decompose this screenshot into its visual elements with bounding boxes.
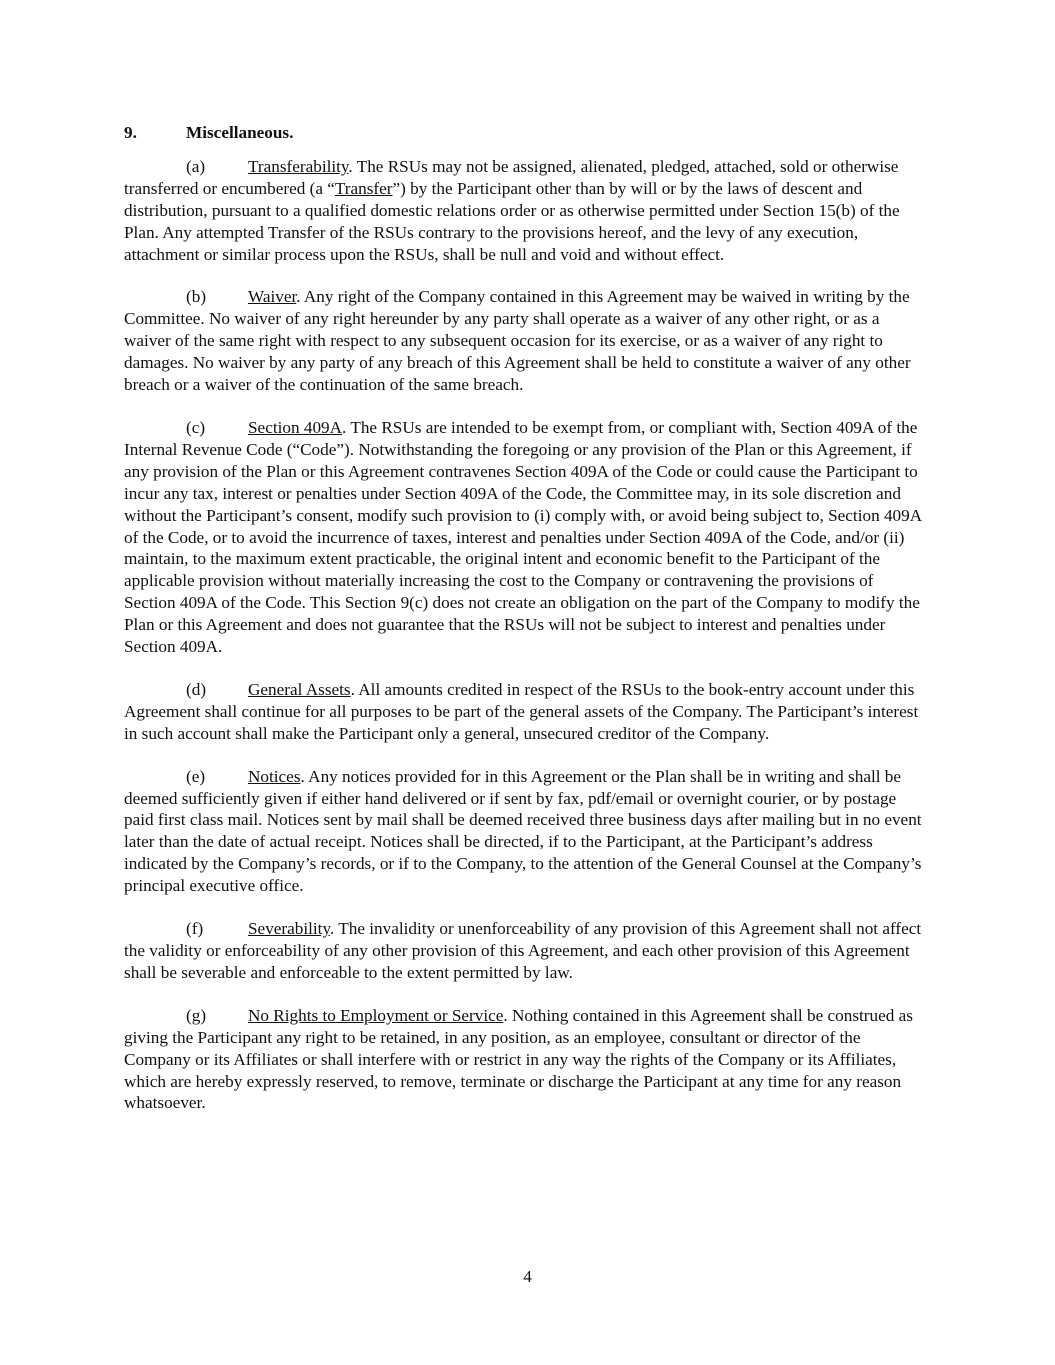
paragraph-severability [124, 918, 928, 984]
paragraph-letter: (d) [186, 679, 207, 699]
paragraph-text: ”) by the Participant other than by will or by the laws of descent and distribution, pursuant to a qualified domestic relations order or as otherwise permitted under Section 15(b) of the Plan. Any attempted Transfer of the RSUs contrary to the provisions hereof, and the levy of any execution, attachment or similar process upon the RSUs, shall be null and void and without effect. [124, 178, 900, 264]
paragraph-title: Transferability [248, 156, 349, 176]
paragraph-text: . The invalidity or unenforceability of any provision of this Agreement shall not affect the validity or enforceability of any other provision of this Agreement, and each other provision of this Agreement shall be severable and enforceable to the extent permitted by law. [124, 919, 922, 982]
page-number: 4 [523, 1267, 532, 1286]
paragraph-letter: (g) [186, 1005, 207, 1025]
section-number: 9. [124, 123, 137, 142]
defined-term: Transfer [334, 178, 393, 198]
paragraph-title: No Rights to Employment or Service [248, 1005, 504, 1025]
paragraph-text: . Nothing contained in this Agreement shall be construed as giving the Participant any right to be retained, in any position, as an employee, consultant or director of the Company or its Affiliates or shall interfere with or restrict in any way the rights of the Company or its Affiliates, which are hereby expressly reserved, to remove, terminate or discharge the Participant at any time for any reason whatsoever. [124, 1005, 913, 1113]
paragraph-text: . Any notices provided for in this Agreement or the Plan shall be in writing and shall be deemed sufficiently given if either hand delivered or if sent by fax, pdf/email or overnight courier, or by postage paid first class mail. Notices sent by mail shall be deemed received three business days after mailing but in no event later than the date of actual receipt. Notices shall be directed, if to the Participant, at the Participant’s address indicated by the Company’s records, or if to the Company, to the attention of the General Counsel at the Company’s principal executive office. [124, 766, 922, 896]
section-heading [124, 122, 928, 144]
document-page [124, 122, 928, 1135]
paragraph-letter: (e) [186, 766, 206, 786]
paragraph-title: General Assets [248, 679, 351, 699]
paragraph-letter: (c) [186, 417, 206, 437]
paragraph-text: . All amounts credited in respect of the RSUs to the book-entry account under this Agreement shall continue for all purposes to be part of the general assets of the Company. The Participant’s interest in such account shall make the Participant only a general, unsecured creditor of the Company. [124, 679, 919, 743]
paragraph-title: Section 409A [248, 417, 343, 437]
paragraph-letter: (f) [186, 919, 204, 939]
paragraph-transferability [124, 156, 928, 266]
paragraph-waiver [124, 286, 928, 396]
section-title: Miscellaneous. [186, 123, 294, 142]
paragraph-notices [124, 766, 928, 897]
paragraph-text: . Any right of the Company contained in this Agreement may be waived in writing by the Committee. No waiver of any right hereunder by any party shall operate as a waiver of any other right, or as a waiver of the same right with respect to any subsequent occasion for its exercise, or as a waiver of any right to damages. No waiver by any party of any breach of this Agreement shall be held to constitute a waiver of any other breach or a waiver of the continuation of the same breach. [124, 287, 911, 395]
paragraph-no-rights-to-employment [124, 1005, 928, 1115]
paragraph-letter: (a) [186, 156, 206, 176]
paragraph-title: Waiver [248, 287, 297, 307]
paragraph-general-assets [124, 679, 928, 745]
paragraph-letter: (b) [186, 287, 207, 307]
paragraph-text: . The RSUs may not be assigned, alienated, pledged, attached, sold or otherwise transferred or encumbered (a “ [124, 156, 899, 198]
paragraph-title: Notices [248, 766, 301, 786]
paragraph-title: Severability [248, 919, 330, 939]
paragraph-text: . The RSUs are intended to be exempt from, or compliant with, Section 409A of the Internal Revenue Code (“Code”). Notwithstanding the foregoing or any provision of the Plan or this Agreement, if any provision of the Plan or this Agreement contravenes Section 409A of the Code or could cause the Participant to incur any tax, interest or penalties under Section 409A of the Code, the Committee may, in its sole discretion and without the Participant’s consent, modify such provision to (i) comply with, or avoid being subject to, Section 409A of the Code, or to avoid the incurrence of taxes, interest and penalties under Section 409A of the Code, and/or (ii) maintain, to the maximum extent practicable, the original intent and economic benefit to the Participant of the applicable provision without materially increasing the cost to the Company or contravening the provisions of Section 409A of the Code. This Section 9(c) does not create an obligation on the part of the Company to modify the Plan or this Agreement and does not guarantee that the RSUs will not be subject to interest and penalties under Section 409A. [124, 417, 922, 657]
paragraph-section-409a [124, 417, 928, 658]
